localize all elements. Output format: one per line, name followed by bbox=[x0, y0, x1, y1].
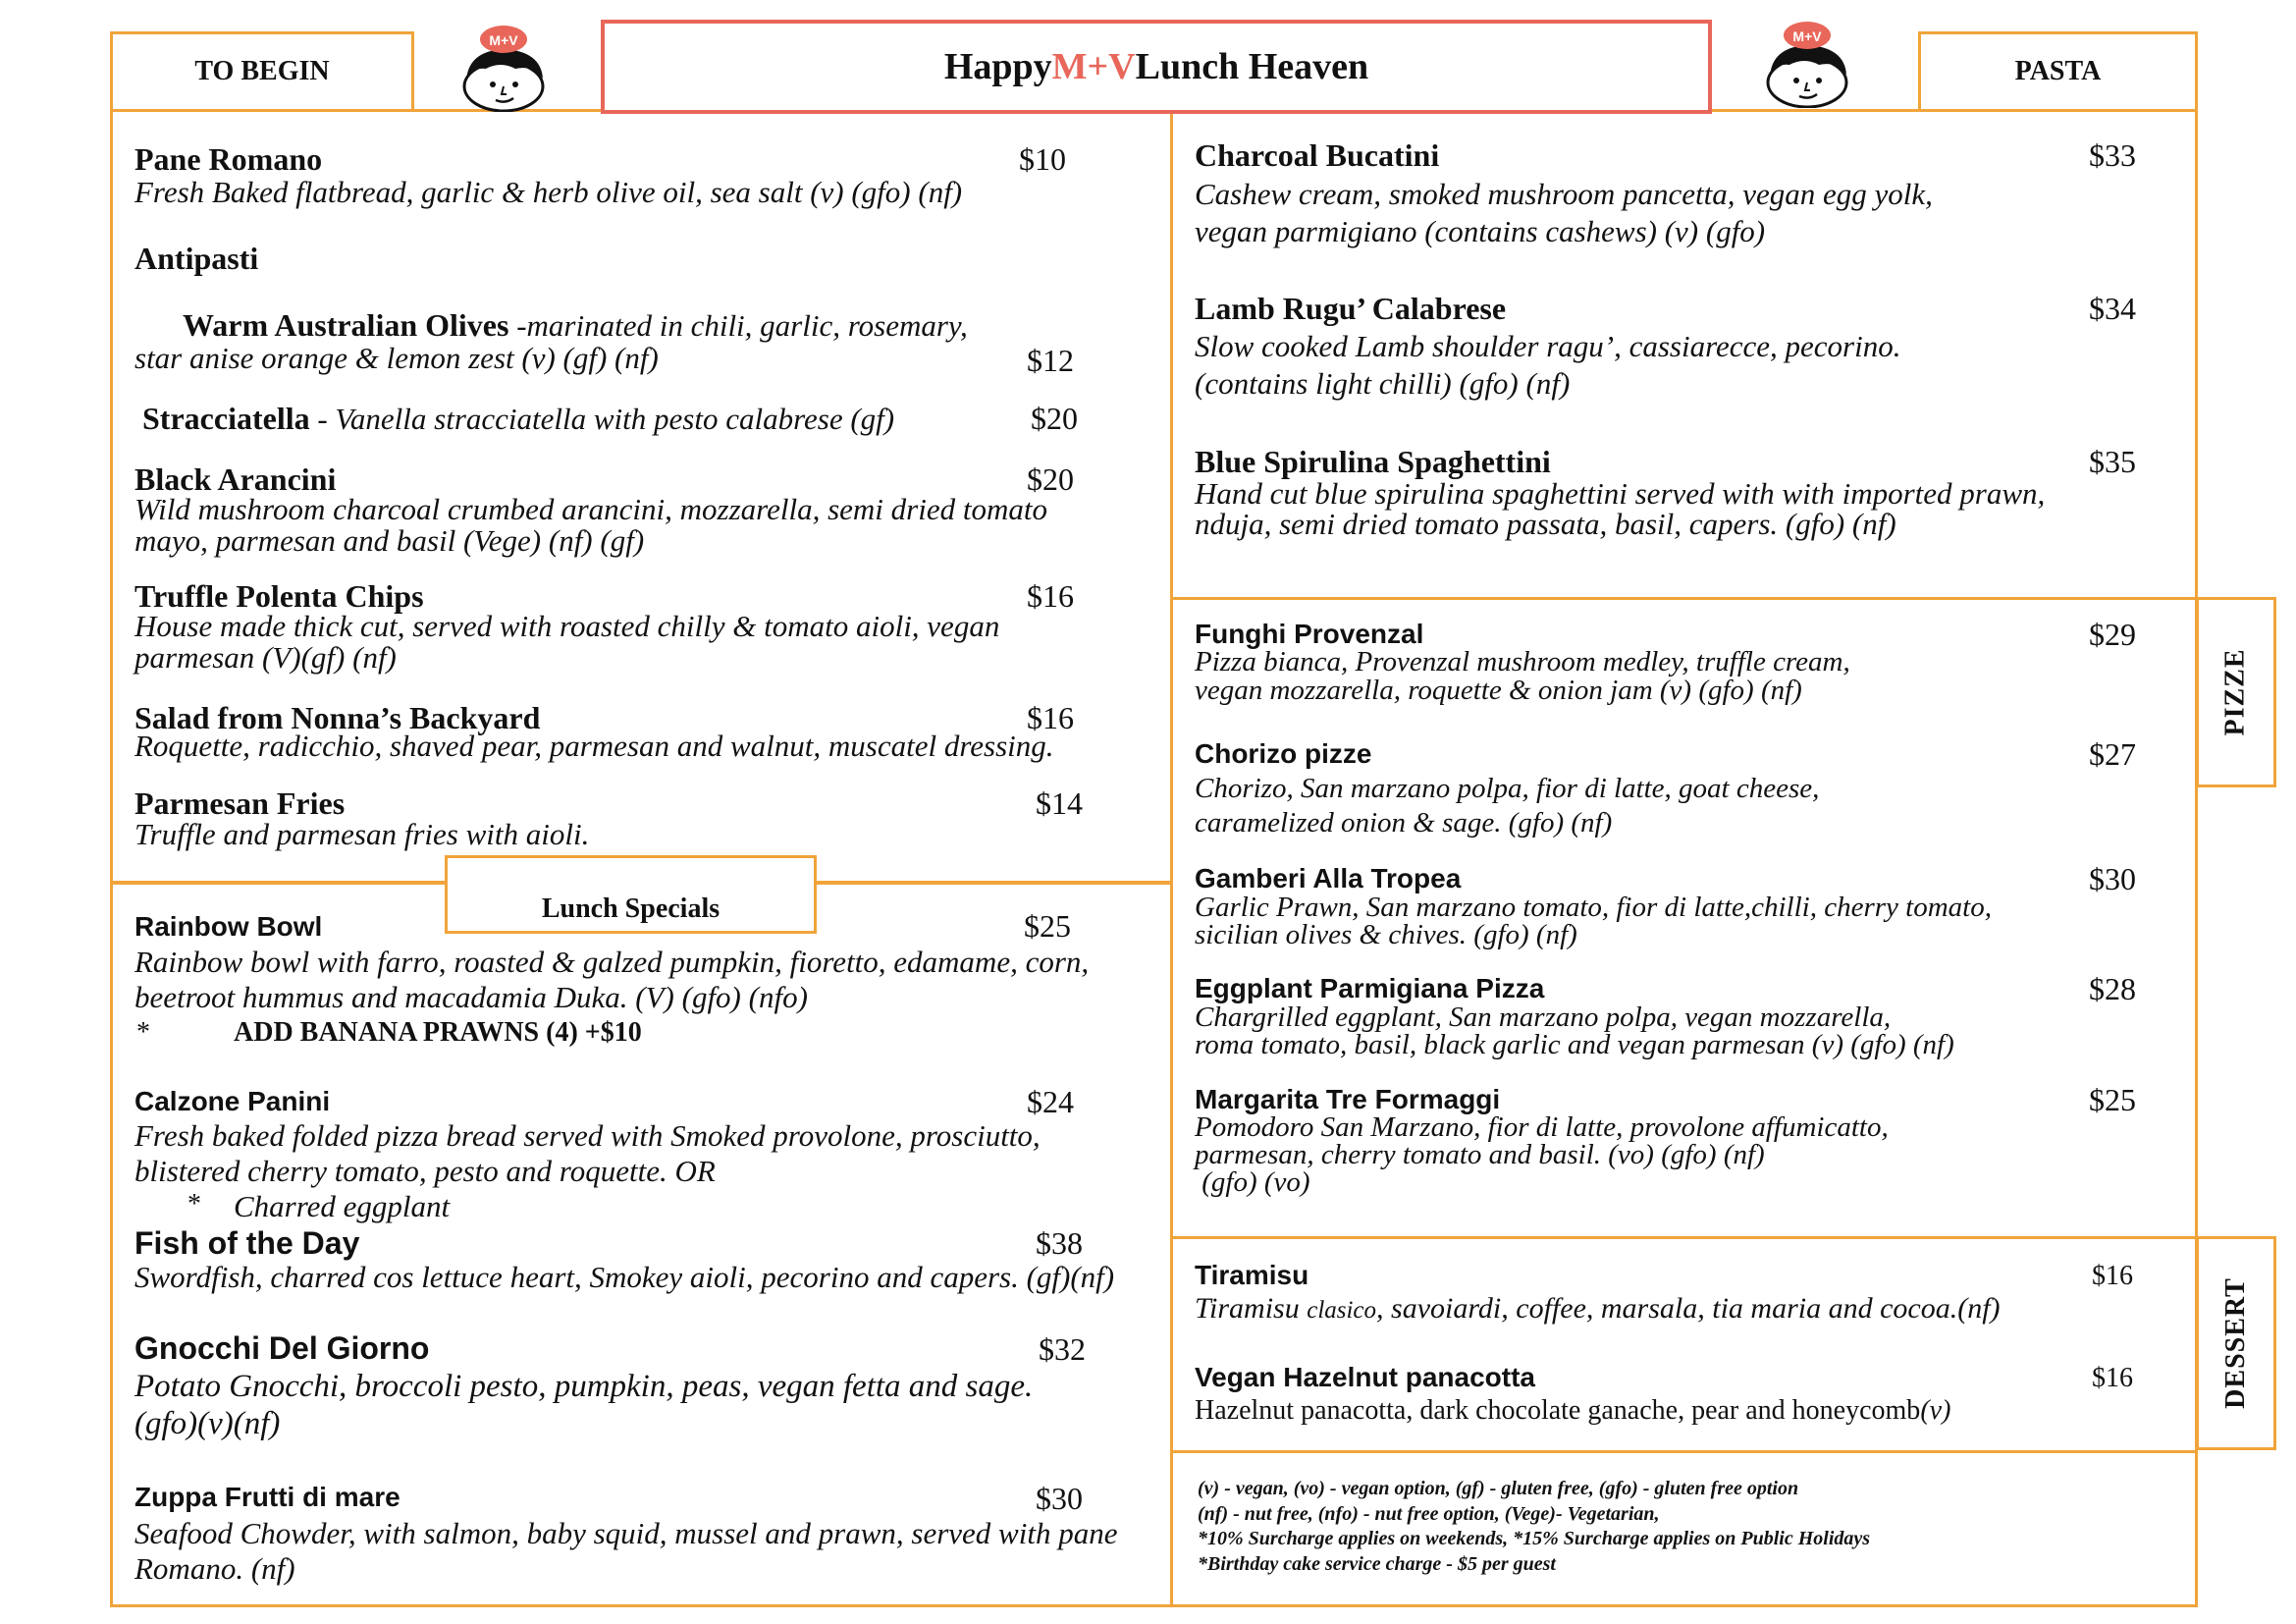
item-description: Chorizo, San marzano polpa, fior di latte, goat cheese, bbox=[1195, 773, 1820, 804]
item-description: caramelized onion & sage. (gfo) (nf) bbox=[1195, 807, 1613, 839]
to-begin-label: TO BEGIN bbox=[110, 31, 414, 112]
bullet: * bbox=[187, 1189, 201, 1219]
item-price: $24 bbox=[1027, 1084, 1074, 1119]
item-description: mayo, parmesan and basil (Vege) (nf) (gf) bbox=[134, 523, 645, 558]
item-name: Lamb Rugu’ Calabrese bbox=[1195, 291, 1507, 326]
item-name: Fish of the Day bbox=[134, 1225, 360, 1261]
legend-line: (nf) - nut free, (nfo) - nut free option, (Vege)- Vegetarian, bbox=[1198, 1502, 1660, 1525]
item-description: (gfo) (vo) bbox=[1195, 1166, 1310, 1198]
item-price: $16 bbox=[2092, 1363, 2133, 1393]
item-description: vegan mozzarella, roquette & onion jam (v) (gfo) (nf) bbox=[1195, 675, 1802, 706]
item-description: Chargrilled eggplant, San marzano polpa, vegan mozzarella, bbox=[1195, 1001, 1892, 1033]
legend-line: *Birthday cake service charge - $5 per guest bbox=[1198, 1552, 1556, 1575]
item-description: Slow cooked Lamb shoulder ragu’, cassiarecce, pecorino. bbox=[1195, 329, 1901, 363]
item-description: Swordfish, charred cos lettuce heart, Smokey aioli, pecorino and capers. (gf)(nf) bbox=[134, 1260, 1115, 1294]
item-price: $38 bbox=[1036, 1225, 1083, 1261]
mascot-logo-left bbox=[447, 22, 560, 112]
addon-text: ADD BANANA PRAWNS (4) +$10 bbox=[234, 1017, 642, 1048]
item-name: Parmesan Fries bbox=[134, 785, 346, 821]
antipasti-heading: Antipasti bbox=[134, 241, 259, 276]
item-price: $20 bbox=[1027, 461, 1074, 497]
menu-item-olives bbox=[183, 307, 968, 344]
item-description: Romano. (nf) bbox=[134, 1551, 295, 1586]
item-price: $28 bbox=[2089, 971, 2136, 1006]
item-price: $10 bbox=[1019, 141, 1066, 177]
item-name: Rainbow Bowl bbox=[134, 911, 323, 942]
item-description: Rainbow bowl with farro, roasted & galzed pumpkin, fioretto, edamame, corn, bbox=[134, 945, 1090, 979]
item-name: Zuppa Frutti di mare bbox=[134, 1482, 400, 1512]
item-price: $25 bbox=[1024, 908, 1071, 944]
svg-text:M+V: M+V bbox=[1792, 28, 1822, 44]
item-price: $16 bbox=[1027, 700, 1074, 735]
dietary-legend bbox=[1198, 1477, 1870, 1577]
item-price: $25 bbox=[2089, 1082, 2136, 1117]
pasta-label: PASTA bbox=[1918, 31, 2198, 112]
item-description: vegan parmigiano (contains cashews) (v) (gfo) bbox=[1195, 214, 1766, 248]
item-description: roma tomato, basil, black garlic and vegan parmesan (v) (gfo) (nf) bbox=[1195, 1029, 1954, 1060]
item-name: Charcoal Bucatini bbox=[1195, 137, 1440, 173]
item-description: beetroot hummus and macadamia Duka. (V) (gfo) (nfo) bbox=[134, 980, 808, 1014]
item-description: sicilian olives & chives. (gfo) (nf) bbox=[1195, 919, 1577, 950]
item-name: Funghi Provenzal bbox=[1195, 619, 1424, 649]
item-price: $34 bbox=[2089, 291, 2136, 326]
item-name: Black Arancini bbox=[134, 461, 337, 497]
item-description: Seafood Chowder, with salmon, baby squid, mussel and prawn, served with pane bbox=[134, 1516, 1118, 1550]
page-title: Happy M+V Lunch Heaven bbox=[601, 20, 1712, 114]
item-name: Vegan Hazelnut panacotta bbox=[1195, 1362, 1535, 1392]
item-description: Fresh baked folded pizza bread served with Smoked provolone, prosciutto, bbox=[134, 1118, 1041, 1153]
item-description: Roquette, radicchio, shaved pear, parmesan and walnut, muscatel dressing. bbox=[134, 729, 1054, 763]
item-price: $16 bbox=[2092, 1261, 2133, 1291]
item-description: Charred eggplant bbox=[234, 1189, 451, 1223]
item-name: Salad from Nonna’s Backyard bbox=[134, 700, 541, 735]
item-description: Cashew cream, smoked mushroom pancetta, vegan egg yolk, bbox=[1195, 177, 1933, 211]
item-description: Potato Gnocchi, broccoli pesto, pumpkin, peas, vegan fetta and sage. bbox=[134, 1369, 1034, 1404]
item-name: Pane Romano bbox=[134, 141, 323, 177]
item-price: $20 bbox=[1031, 401, 1078, 436]
menu-item-stracciatella bbox=[142, 401, 894, 437]
item-description: nduja, semi dried tomato passata, basil, capers. (gfo) (nf) bbox=[1195, 507, 1896, 541]
item-name: Gnocchi Del Giorno bbox=[134, 1330, 430, 1366]
svg-text:M+V: M+V bbox=[489, 32, 518, 48]
item-description: Pizza bianca, Provenzal mushroom medley, truffle cream, bbox=[1195, 646, 1850, 677]
item-description: - Vanella stracciatella with pesto calabrese (gf) bbox=[309, 402, 895, 436]
bullet: * bbox=[136, 1017, 150, 1048]
item-name: Margarita Tre Formaggi bbox=[1195, 1084, 1501, 1114]
item-description: parmesan (V)(gf) (nf) bbox=[134, 640, 397, 675]
item-price: $29 bbox=[2089, 617, 2136, 652]
lunch-specials-label: Lunch Specials bbox=[445, 855, 817, 934]
item-description: parmesan, cherry tomato and basil. (vo) (gfo) (nf) bbox=[1195, 1139, 1765, 1170]
item-description: -marinated in chili, garlic, rosemary, bbox=[508, 308, 968, 343]
item-description: Hazelnut panacotta, dark chocolate ganache, pear and honeycomb(v) bbox=[1195, 1395, 1951, 1426]
item-price: $12 bbox=[1027, 343, 1074, 378]
item-description: House made thick cut, served with roasted chilly & tomato aioli, vegan bbox=[134, 609, 1000, 643]
item-price: $33 bbox=[2089, 137, 2136, 173]
item-price: $35 bbox=[2089, 444, 2136, 479]
item-name: Calzone Panini bbox=[134, 1086, 331, 1116]
mascot-logo-right bbox=[1750, 18, 1863, 108]
item-name: Stracciatella bbox=[142, 401, 310, 436]
legend-line: *10% Surcharge applies on weekends, *15% Surcharge applies on Public Holidays bbox=[1198, 1528, 1871, 1549]
item-name: Truffle Polenta Chips bbox=[134, 578, 424, 614]
item-price: $16 bbox=[1027, 578, 1074, 614]
item-price: $27 bbox=[2089, 736, 2136, 772]
item-description: (gfo)(v)(nf) bbox=[134, 1406, 281, 1441]
dessert-label: DESSERT bbox=[2196, 1236, 2276, 1450]
item-price: $30 bbox=[1036, 1481, 1083, 1516]
item-name: Eggplant Parmigiana Pizza bbox=[1195, 973, 1545, 1003]
item-price: $32 bbox=[1039, 1331, 1086, 1367]
item-name: Blue Spirulina Spaghettini bbox=[1195, 444, 1551, 479]
item-description: Fresh Baked flatbread, garlic & herb olive oil, sea salt (v) (gfo) (nf) bbox=[134, 175, 963, 209]
item-price: $14 bbox=[1036, 785, 1083, 821]
item-name: Tiramisu bbox=[1195, 1260, 1309, 1290]
item-name: Warm Australian Olives bbox=[183, 307, 509, 343]
item-description: star anise orange & lemon zest (v) (gf) (nf) bbox=[134, 341, 659, 375]
item-description: blistered cherry tomato, pesto and roquette. OR bbox=[134, 1154, 716, 1188]
item-description: Garlic Prawn, San marzano tomato, fior di latte,chilli, cherry tomato, bbox=[1195, 892, 1992, 923]
item-description: Truffle and parmesan fries with aioli. bbox=[134, 817, 590, 851]
item-name: Gamberi Alla Tropea bbox=[1195, 863, 1462, 893]
legend-line: (v) - vegan, (vo) - vegan option, (gf) - gluten free, (gfo) - gluten free option bbox=[1198, 1478, 1799, 1499]
item-description: Pomodoro San Marzano, fior di latte, provolone affumicatto, bbox=[1195, 1111, 1889, 1143]
item-description: Wild mushroom charcoal crumbed arancini, mozzarella, semi dried tomato bbox=[134, 492, 1047, 526]
item-description: Tiramisu clasico, savoiardi, coffee, marsala, tia maria and cocoa.(nf) bbox=[1195, 1292, 2001, 1325]
item-description: (contains light chilli) (gfo) (nf) bbox=[1195, 366, 1571, 401]
item-name: Chorizo pizze bbox=[1195, 738, 1372, 769]
pizze-label: PIZZE bbox=[2196, 597, 2276, 787]
item-price: $30 bbox=[2089, 861, 2136, 896]
item-description: Hand cut blue spirulina spaghettini served with with imported prawn, bbox=[1195, 476, 2046, 511]
